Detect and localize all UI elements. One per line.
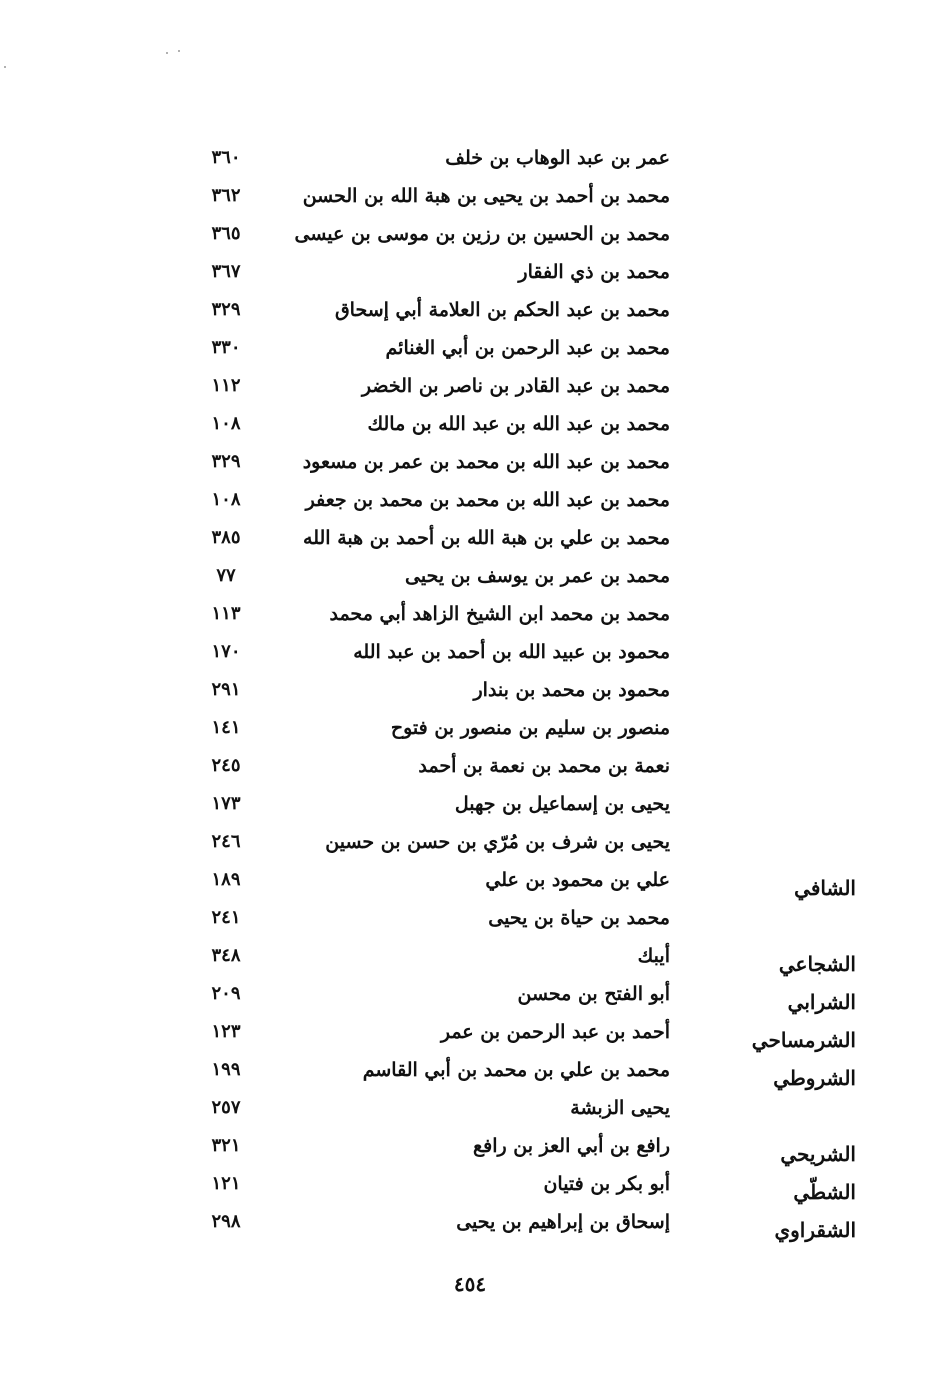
index-entry	[0, 862, 940, 900]
page-reference: ١٨٩	[211, 869, 241, 890]
index-entry	[0, 520, 940, 558]
index-entry	[0, 672, 940, 710]
index-entry	[0, 1204, 940, 1242]
index-entry	[0, 976, 940, 1014]
person-name: محمد بن محمد ابن الشيخ الزاهد أبي محمد	[329, 603, 670, 625]
page-reference: ١١٢	[211, 375, 241, 396]
person-name: محمد بن أحمد بن يحيى بن هبة الله بن الحسن	[302, 185, 670, 207]
index-entry	[0, 938, 940, 976]
nisba-heading: الشجاعي	[778, 952, 856, 976]
index-entry	[0, 254, 940, 292]
person-name: منصور بن سليم بن منصور بن فتوح	[390, 717, 670, 739]
nisba-heading: الشافي	[794, 876, 856, 900]
nisba-heading: الشرابي	[787, 990, 856, 1014]
scan-speck	[166, 52, 168, 54]
index-entry	[0, 444, 940, 482]
nisba-heading: الشطّي	[793, 1180, 856, 1204]
page-reference: ٣٦٢	[211, 185, 241, 206]
page-reference: ٣٢٩	[211, 299, 241, 320]
index-entry	[0, 900, 940, 938]
index-entry	[0, 1128, 940, 1166]
page-reference: ٢٥٧	[211, 1097, 241, 1118]
page-reference: ١٢٣	[211, 1021, 241, 1042]
page-reference: ١٤١	[211, 717, 241, 738]
page-reference: ٢٩١	[211, 679, 241, 700]
scan-speck	[178, 50, 180, 52]
person-name: عمر بن عبد الوهاب بن خلف	[445, 147, 670, 169]
person-name: محمد بن عبد الله بن محمد بن عمر بن مسعود	[302, 451, 670, 473]
person-name: محمد بن علي بن محمد بن أبي القاسم	[362, 1059, 670, 1081]
person-name: محمد بن علي بن هبة الله بن أحمد بن هبة الله	[303, 527, 670, 549]
nisba-heading: الشرمساحي	[751, 1028, 856, 1052]
page-reference: ١٩٩	[211, 1059, 241, 1080]
page-reference: ٢٠٩	[211, 983, 241, 1004]
person-name: رافع بن أبي العز بن رافع	[473, 1135, 670, 1157]
index-entry	[0, 748, 940, 786]
person-name: محمد بن ذي الفقار	[518, 261, 670, 283]
index-entry	[0, 596, 940, 634]
nisba-heading: الشريحي	[780, 1142, 856, 1166]
page-reference: ١٧٣	[211, 793, 241, 814]
page-reference: ٢٤١	[211, 907, 241, 928]
person-name: محمد بن عبد القادر بن ناصر بن الخضر	[361, 375, 670, 397]
person-name: محمد بن عبد الله بن محمد بن محمد بن جعفر	[305, 489, 670, 511]
index-entry	[0, 1090, 940, 1128]
page-reference: ١٢١	[211, 1173, 241, 1194]
page-reference: ٣٢١	[211, 1135, 241, 1156]
nisba-heading: الشقراوي	[774, 1218, 856, 1242]
page-reference: ٣٢٩	[211, 451, 241, 472]
page-reference: ٣٦٠	[211, 147, 241, 168]
page-reference: ٣٨٥	[211, 527, 241, 548]
index-entry	[0, 406, 940, 444]
page-reference: ٣٣٠	[211, 337, 241, 358]
index-entry	[0, 482, 940, 520]
person-name: محمد بن حياة بن يحيى	[488, 907, 670, 929]
index-entry	[0, 1166, 940, 1204]
page-number: ٤٥٤	[453, 1272, 487, 1296]
person-name: محمد بن عبد الله بن عبد الله بن مالك	[367, 413, 670, 435]
page-reference: ١٠٨	[211, 489, 241, 510]
index-entry	[0, 634, 940, 672]
index-entry	[0, 824, 940, 862]
person-name: نعمة بن محمد بن نعمة بن أحمد	[418, 755, 670, 777]
page-reference: ٣٦٥	[211, 223, 241, 244]
scan-speck	[4, 66, 6, 68]
index-entry	[0, 1014, 940, 1052]
index-entry	[0, 140, 940, 178]
page-reference: ١٧٠	[211, 641, 241, 662]
index-entry	[0, 368, 940, 406]
person-name: أيبك	[637, 945, 670, 967]
person-name: يحيى بن شرف بن مُرّي بن حسن بن حسين	[325, 831, 670, 853]
person-name: محمد بن عبد الحكم بن العلامة أبي إسحاق	[334, 299, 670, 321]
page-reference: ٧٧	[216, 565, 236, 586]
person-name: محمد بن عمر بن يوسف بن يحيى	[405, 565, 670, 587]
person-name: أحمد بن عبد الرحمن بن عمر	[440, 1021, 670, 1043]
page-reference: ٣٦٧	[211, 261, 241, 282]
person-name: أبو بكر بن فتيان	[543, 1173, 670, 1195]
person-name: محمود بن عبيد الله بن أحمد بن عبد الله	[353, 641, 670, 663]
person-name: إسحاق بن إبراهيم بن يحيى	[456, 1211, 670, 1233]
page-reference: ٢٤٦	[211, 831, 241, 852]
page-reference: ٢٤٥	[211, 755, 241, 776]
index-entry	[0, 178, 940, 216]
nisba-heading: الشروطي	[773, 1066, 856, 1090]
person-name: محمد بن عبد الرحمن بن أبي الغنائم	[385, 337, 670, 359]
person-name: محمود بن محمد بن بندار	[473, 679, 670, 701]
index-entry	[0, 216, 940, 254]
page-reference: ١٠٨	[211, 413, 241, 434]
page-reference: ١١٣	[211, 603, 241, 624]
person-name: محمد بن الحسين بن رزين بن موسى بن عيسى	[294, 223, 670, 245]
page-reference: ٣٤٨	[211, 945, 241, 966]
index-entry	[0, 292, 940, 330]
index-list	[0, 140, 940, 1242]
index-entry	[0, 330, 940, 368]
person-name: علي بن محمود بن علي	[485, 869, 670, 891]
index-entry	[0, 710, 940, 748]
person-name: يحيى الزبشة	[570, 1097, 670, 1119]
person-name: يحيى بن إسماعيل بن جهبل	[454, 793, 670, 815]
person-name: أبو الفتح بن محسن	[517, 983, 670, 1005]
index-entry	[0, 786, 940, 824]
index-entry	[0, 558, 940, 596]
page-reference: ٢٩٨	[211, 1211, 241, 1232]
index-entry	[0, 1052, 940, 1090]
